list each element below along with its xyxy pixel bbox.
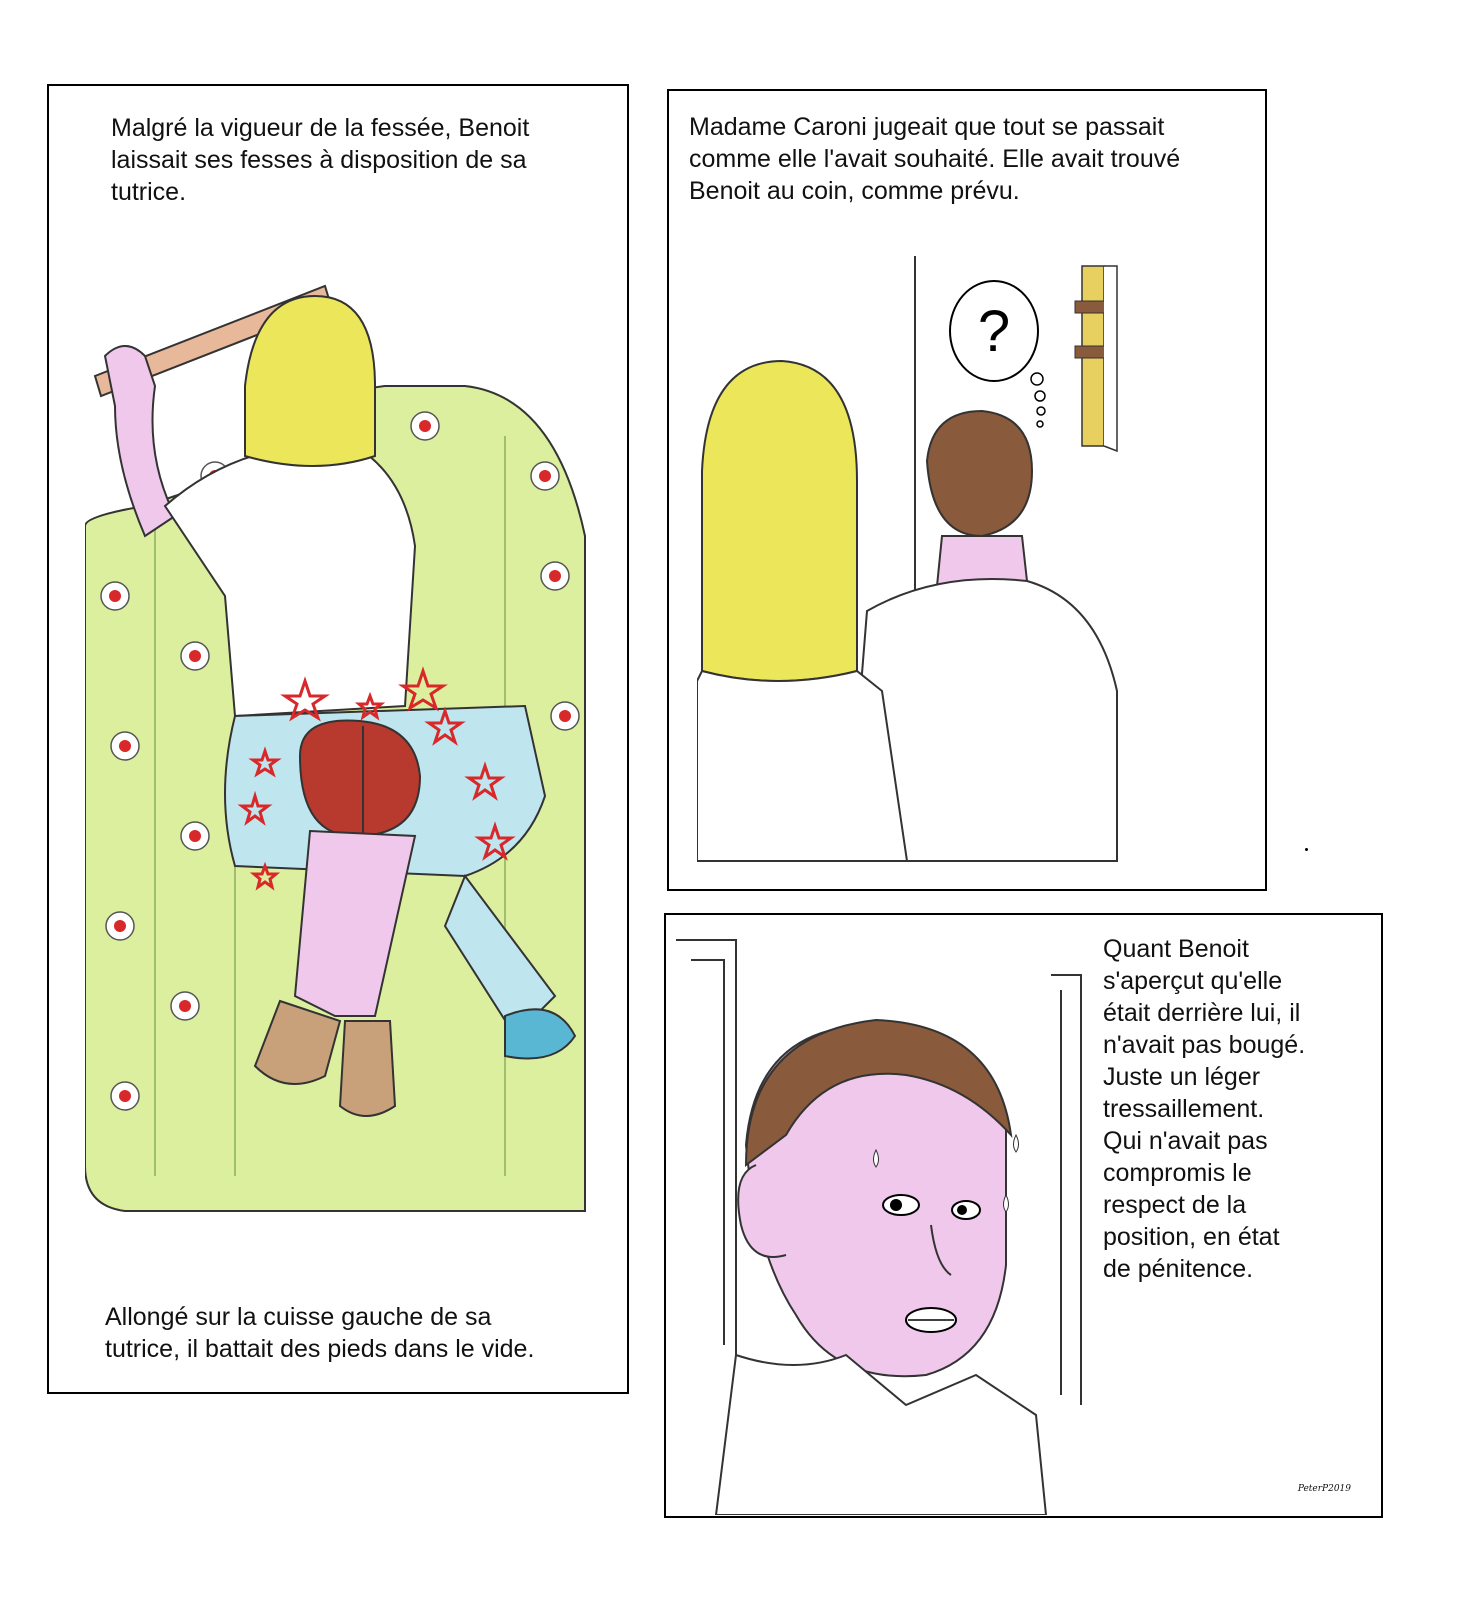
comic-panel-1	[47, 84, 629, 1394]
raised-arm	[105, 346, 175, 536]
comic-panel-2	[667, 89, 1267, 891]
panel-1-bottom-caption: Allongé sur la cuisse gauche de sa tutrice, il battait des pieds dans le vide.	[105, 1303, 535, 1363]
benoit-shirt	[716, 1355, 1046, 1515]
benoit-face-illustration	[676, 935, 1096, 1515]
comic-panel-3	[664, 913, 1383, 1518]
window-frame	[676, 940, 736, 1355]
thought-question-mark: ?	[977, 299, 1011, 364]
panel-3-caption: Quant Benoit s'aperçut qu'elle était derrière lui, il n'avait pas bougé. Juste un léger tressaillement. Qui n'avait pas compromis le respect de la position, en état de pénitence.	[1103, 935, 1306, 1283]
panel-1-top-caption: Malgré la vigueur de la fessée, Benoit laissait ses fesses à disposition de sa tutrice.	[111, 114, 530, 206]
panel-2-top-caption: Madame Caroni jugeait que tout se passait comme elle l'avait souhaité. Elle avait trouvé Benoit au coin, comme prévu.	[689, 113, 1181, 205]
spanking-illustration	[85, 276, 595, 1286]
artist-signature: PeterP2019	[1297, 1484, 1351, 1494]
corner-scene-illustration	[697, 251, 1257, 871]
stray-dot	[1305, 848, 1308, 851]
benoit-face	[738, 1020, 1018, 1376]
door-hinge	[1075, 266, 1117, 451]
door-frame	[1051, 975, 1081, 1405]
